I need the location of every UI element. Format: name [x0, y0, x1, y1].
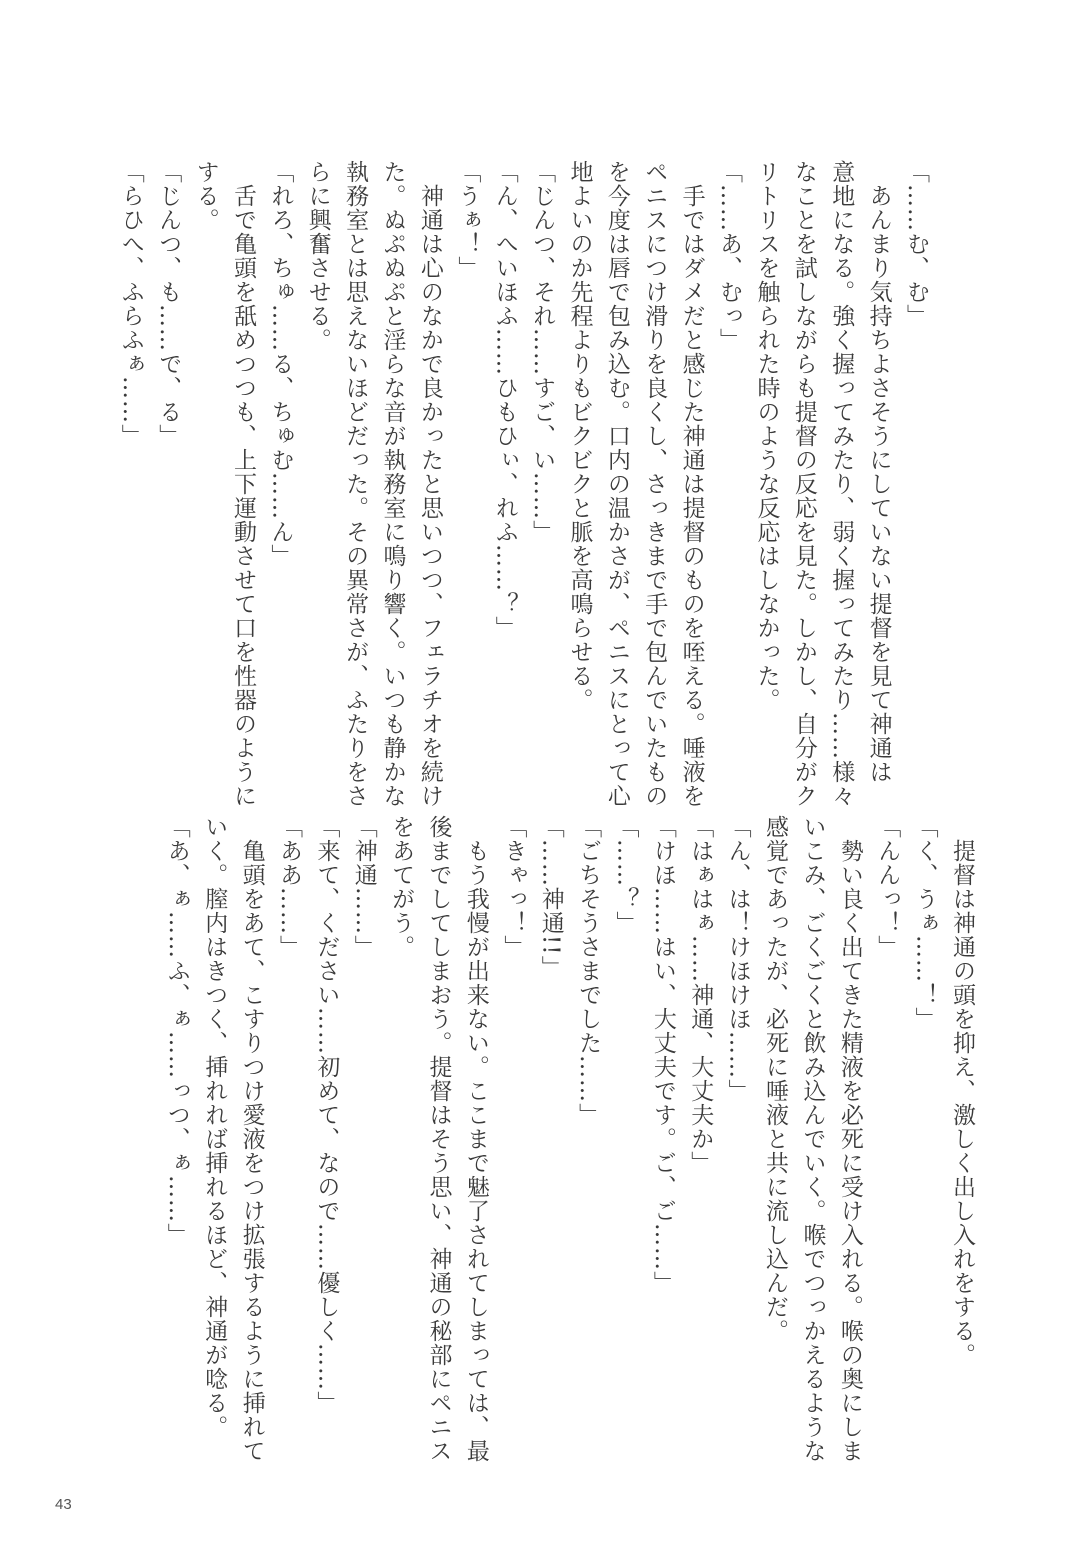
text-line: ペニスにつけ滑りを良くし、さっきまで手で包んでいたもの — [641, 160, 668, 808]
text-line: 提督は神通の頭を抑え、激しく出し入れをする。 — [949, 839, 975, 1367]
text-line: 後までしてしまおう。提督はそう思い、神通の秘部にペニス — [425, 815, 452, 1463]
text-line: 「じんつ、それ……すご、い……」 — [529, 160, 556, 544]
text-line: 「んんっ！」 — [874, 815, 901, 959]
text-line: 「じんつ、も……で、る」 — [155, 160, 182, 448]
lower-text-block — [157, 815, 980, 1515]
upper-text-block — [111, 160, 934, 808]
text-line: 「ん、へいほふ……ひもひぃ、れふ……？」 — [491, 160, 518, 640]
text-line: 「……む、む」 — [903, 160, 929, 328]
text-line: 感覚であったが、必死に唾液と共に流し込んだ。 — [762, 815, 789, 1343]
text-line: 舌で亀頭を舐めつつも、上下運動させて口を性器のように — [229, 184, 256, 808]
text-line: 手ではダメだと感じた神通は提督のものを咥える。唾液を — [678, 184, 705, 808]
text-line: た。ぬぷぬぷと淫らな音が執務室に鳴り響く。いつも静かな — [379, 160, 406, 808]
text-line: 「神通……」 — [350, 815, 377, 959]
text-line: あんまり気持ちよさそうにしていない提督を見て神通は — [865, 184, 892, 784]
text-line: する。 — [192, 160, 219, 232]
page-number: 43 — [55, 1496, 72, 1513]
text-line: 「らひへ、ふらふぁ……」 — [117, 160, 144, 448]
text-line: を今度は唇で包み込む。口内の温かさが、ペニスにとって心 — [603, 160, 630, 808]
text-line: 「ん、は！けほけほ……」 — [724, 815, 751, 1103]
text-line: いく。膣内はきつく、挿れれば挿れるほど、神通が唸る。 — [201, 815, 228, 1439]
text-line: 意地になる。強く握ってみたり、弱く握ってみたり……様々 — [828, 160, 855, 808]
text-line: 「ああ……」 — [275, 815, 302, 959]
text-line: 神通は心のなかで良かったと思いつつ、フェラチオを続け — [416, 184, 443, 808]
text-line: 勢い良く出てきた精液を必死に受け入れる。喉の奥にしま — [836, 839, 863, 1463]
text-line: 「れろ、ちゅ……る、ちゅむ……ん」 — [267, 160, 294, 568]
text-line: をあてがう。 — [388, 815, 415, 959]
text-line: 「ごちそうさまでした……」 — [575, 815, 602, 1127]
text-line: 「……あ、むっ」 — [716, 160, 743, 352]
text-line: 「はぁはぁ……神通、大丈夫か」 — [687, 815, 714, 1175]
text-line: 「きゃっ！」 — [500, 815, 527, 959]
text-line: 「あ、ぁ……ふ、ぁ……っつ、ぁ……」 — [163, 815, 190, 1247]
text-line: 「く、うぁ……！」 — [911, 815, 938, 1031]
text-line: 「……神通!!」 — [537, 815, 564, 980]
text-line: 執務室とは思えないほどだった。その異常さが、ふたりをさ — [342, 160, 369, 808]
text-line: 亀頭をあて、こすりつけ愛液をつけ拡張するように挿れて — [238, 839, 265, 1463]
text-line: もう我慢が出来ない。ここまで魅了されてしまっては、最 — [462, 839, 489, 1463]
text-line: リトリスを触られた時のような反応はしなかった。 — [753, 160, 780, 712]
text-line: 「……？」 — [612, 815, 639, 935]
text-line: 「けほ……はい、大丈夫です。ご、ご……」 — [649, 815, 676, 1295]
text-line: らに興奮させる。 — [304, 160, 331, 352]
text-line: なことを試しながらも提督の反応を見た。しかし、自分がク — [790, 160, 817, 808]
text-line: 地よいのか先程よりもビクビクと脈を高鳴らせる。 — [566, 160, 593, 712]
text-line: いこみ、ごくごくと飲み込んでいく。喉でつっかえるような — [799, 815, 826, 1463]
text-line: 「うぁ！」 — [454, 160, 481, 280]
text-line: 「来て、ください……初めて、なので……優しく……」 — [313, 815, 340, 1415]
